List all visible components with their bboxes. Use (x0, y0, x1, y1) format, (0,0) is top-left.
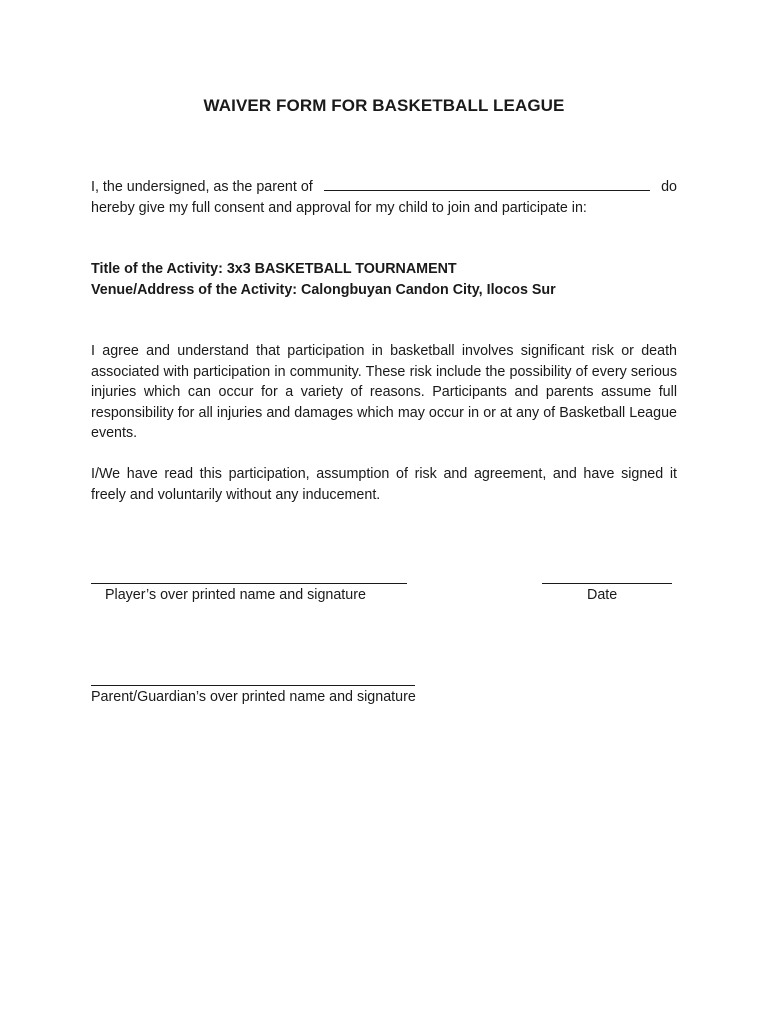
date-caption: Date (587, 587, 618, 603)
agreement-paragraph: I/We have read this participation, assumption of risk and agreement, and have signed it freely and voluntarily without any inducement. (91, 466, 677, 503)
consent-line-1-start: I, the undersigned, as the parent of (91, 179, 313, 195)
consent-line-1 (91, 177, 677, 198)
date-signature-line[interactable] (542, 583, 672, 584)
activity-venue-line: Venue/Address of the Activity: Calongbuyan Candon City, Ilocos Sur (91, 281, 556, 298)
child-name-blank[interactable] (324, 178, 650, 191)
player-signature-line[interactable] (91, 583, 407, 584)
parent-signature-line[interactable] (91, 685, 415, 686)
activity-title-line: Title of the Activity: 3x3 BASKETBALL TOURNAMENT (91, 261, 457, 277)
consent-line-2: hereby give my full consent and approval for my child to join and participate in: (91, 199, 587, 216)
risk-paragraph: I agree and understand that participation in basketball involves significant risk or death associated with participation in community. These risk include the possibility of every serious injuries which can occur for a variety of reasons. Participants and parents assume full responsibility for all injuries and damages which may occur in or at any of Basketball League events. (91, 343, 677, 442)
parent-signature-caption: Parent/Guardian’s over printed name and signature (91, 689, 416, 705)
consent-paragraph (91, 177, 677, 218)
consent-line-1-end: do (661, 179, 677, 195)
activity-details (91, 259, 677, 300)
document-title: WAIVER FORM FOR BASKETBALL LEAGUE (203, 96, 565, 115)
player-signature-caption: Player’s over printed name and signature (105, 587, 366, 603)
